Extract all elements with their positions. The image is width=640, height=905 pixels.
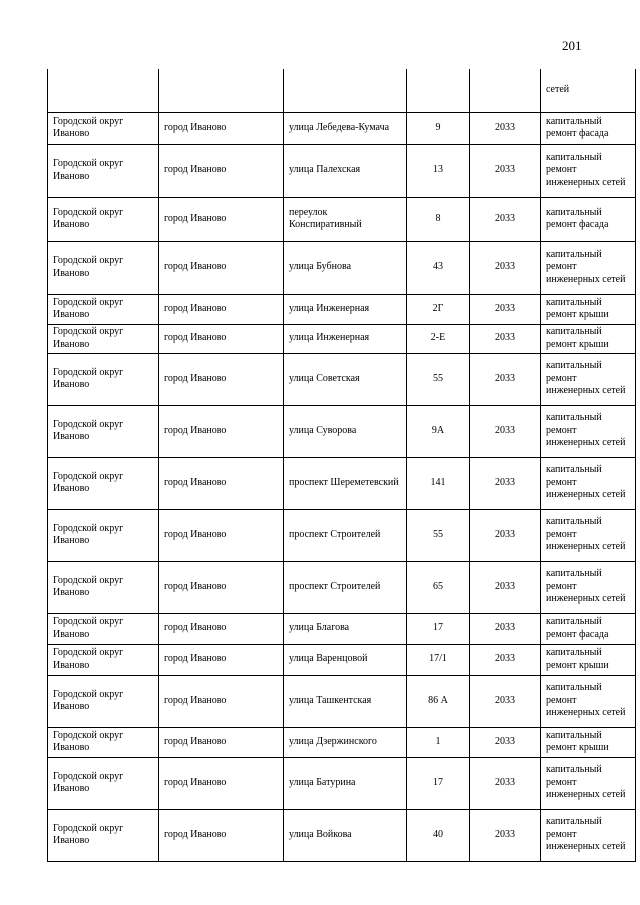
street-cell [284,69,407,112]
table-row [48,809,636,861]
work-cell: капитальный ремонт крыши [541,324,636,353]
gorod-cell: город Иваново [159,561,284,613]
okrug-cell: Городской округ Иваново [48,457,159,509]
work-cell: капитальный ремонт инженерных сетей [541,144,636,197]
year-cell: 2033 [470,144,541,197]
street-cell: переулок Конспиративный [284,197,407,241]
house-cell: 13 [407,144,470,197]
okrug-cell: Городской округ Иваново [48,112,159,144]
table-row [48,294,636,324]
house-cell: 9А [407,405,470,457]
page-number: 201 [562,38,582,53]
year-cell: 2033 [470,675,541,727]
gorod-cell: город Иваново [159,757,284,809]
table-row [48,353,636,405]
year-cell: 2033 [470,809,541,861]
year-cell: 2033 [470,405,541,457]
okrug-cell: Городской округ Иваново [48,644,159,675]
okrug-cell: Городской округ Иваново [48,561,159,613]
house-cell: 40 [407,809,470,861]
table-row [48,727,636,757]
year-cell: 2033 [470,112,541,144]
gorod-cell: город Иваново [159,457,284,509]
okrug-cell [48,69,159,112]
house-cell: 65 [407,561,470,613]
house-cell: 2-Е [407,324,470,353]
work-cell: капитальный ремонт фасада [541,613,636,644]
okrug-cell: Городской округ Иваново [48,509,159,561]
work-cell: капитальный ремонт инженерных сетей [541,405,636,457]
work-cell: капитальный ремонт инженерных сетей [541,757,636,809]
work-cell: капитальный ремонт крыши [541,294,636,324]
work-cell: сетей [541,69,636,112]
gorod-cell: город Иваново [159,112,284,144]
house-cell: 17/1 [407,644,470,675]
okrug-cell: Городской округ Иваново [48,324,159,353]
okrug-cell: Городской округ Иваново [48,197,159,241]
house-cell: 1 [407,727,470,757]
street-cell: улица Советская [284,353,407,405]
work-cell: капитальный ремонт фасада [541,112,636,144]
table-row [48,324,636,353]
street-cell: улица Инженерная [284,294,407,324]
year-cell: 2033 [470,324,541,353]
year-cell: 2033 [470,353,541,405]
street-cell: улица Ташкентская [284,675,407,727]
work-cell: капитальный ремонт инженерных сетей [541,353,636,405]
work-cell: капитальный ремонт инженерных сетей [541,809,636,861]
okrug-cell: Городской округ Иваново [48,809,159,861]
work-cell: капитальный ремонт крыши [541,644,636,675]
work-cell: капитальный ремонт инженерных сетей [541,509,636,561]
street-cell: улица Суворова [284,405,407,457]
year-cell: 2033 [470,241,541,294]
house-cell: 9 [407,112,470,144]
house-cell: 17 [407,613,470,644]
year-cell: 2033 [470,757,541,809]
work-cell: капитальный ремонт фасада [541,197,636,241]
work-cell: капитальный ремонт инженерных сетей [541,561,636,613]
gorod-cell: город Иваново [159,675,284,727]
table-row [48,675,636,727]
table-row [48,509,636,561]
table-row [48,241,636,294]
okrug-cell: Городской округ Иваново [48,675,159,727]
house-cell: 141 [407,457,470,509]
street-cell: улица Лебедева-Кумача [284,112,407,144]
work-cell: капитальный ремонт инженерных сетей [541,241,636,294]
gorod-cell: город Иваново [159,727,284,757]
street-cell: улица Благова [284,613,407,644]
gorod-cell: город Иваново [159,613,284,644]
table-row [48,405,636,457]
registry-body [48,69,636,861]
house-cell: 55 [407,509,470,561]
house-cell: 55 [407,353,470,405]
okrug-cell: Городской округ Иваново [48,353,159,405]
gorod-cell [159,69,284,112]
repair-registry-table [47,69,636,862]
year-cell: 2033 [470,457,541,509]
gorod-cell: город Иваново [159,353,284,405]
gorod-cell: город Иваново [159,644,284,675]
street-cell: улица Войкова [284,809,407,861]
house-cell: 2Г [407,294,470,324]
street-cell: улица Варенцовой [284,644,407,675]
street-cell: проспект Строителей [284,509,407,561]
year-cell: 2033 [470,197,541,241]
year-cell: 2033 [470,644,541,675]
year-cell: 2033 [470,727,541,757]
table-row [48,144,636,197]
house-cell: 17 [407,757,470,809]
year-cell [470,69,541,112]
okrug-cell: Городской округ Иваново [48,294,159,324]
gorod-cell: город Иваново [159,294,284,324]
table-row [48,112,636,144]
street-cell: улица Бубнова [284,241,407,294]
gorod-cell: город Иваново [159,241,284,294]
work-cell: капитальный ремонт инженерных сетей [541,675,636,727]
okrug-cell: Городской округ Иваново [48,405,159,457]
year-cell: 2033 [470,509,541,561]
table-row-continuation [48,69,636,112]
house-cell: 8 [407,197,470,241]
gorod-cell: город Иваново [159,509,284,561]
street-cell: проспект Шереметевский [284,457,407,509]
gorod-cell: город Иваново [159,809,284,861]
okrug-cell: Городской округ Иваново [48,241,159,294]
gorod-cell: город Иваново [159,405,284,457]
table-row [48,644,636,675]
table-row [48,457,636,509]
street-cell: улица Батурина [284,757,407,809]
street-cell: улица Инженерная [284,324,407,353]
gorod-cell: город Иваново [159,324,284,353]
table-row [48,197,636,241]
year-cell: 2033 [470,561,541,613]
okrug-cell: Городской округ Иваново [48,144,159,197]
street-cell: улица Палехская [284,144,407,197]
house-cell: 86 А [407,675,470,727]
gorod-cell: город Иваново [159,197,284,241]
house-cell: 43 [407,241,470,294]
work-cell: капитальный ремонт крыши [541,727,636,757]
gorod-cell: город Иваново [159,144,284,197]
okrug-cell: Городской округ Иваново [48,613,159,644]
table-row [48,613,636,644]
street-cell: улица Дзержинского [284,727,407,757]
house-cell [407,69,470,112]
year-cell: 2033 [470,294,541,324]
street-cell: проспект Строителей [284,561,407,613]
table-row [48,757,636,809]
year-cell: 2033 [470,613,541,644]
work-cell: капитальный ремонт инженерных сетей [541,457,636,509]
okrug-cell: Городской округ Иваново [48,727,159,757]
okrug-cell: Городской округ Иваново [48,757,159,809]
table-row [48,561,636,613]
